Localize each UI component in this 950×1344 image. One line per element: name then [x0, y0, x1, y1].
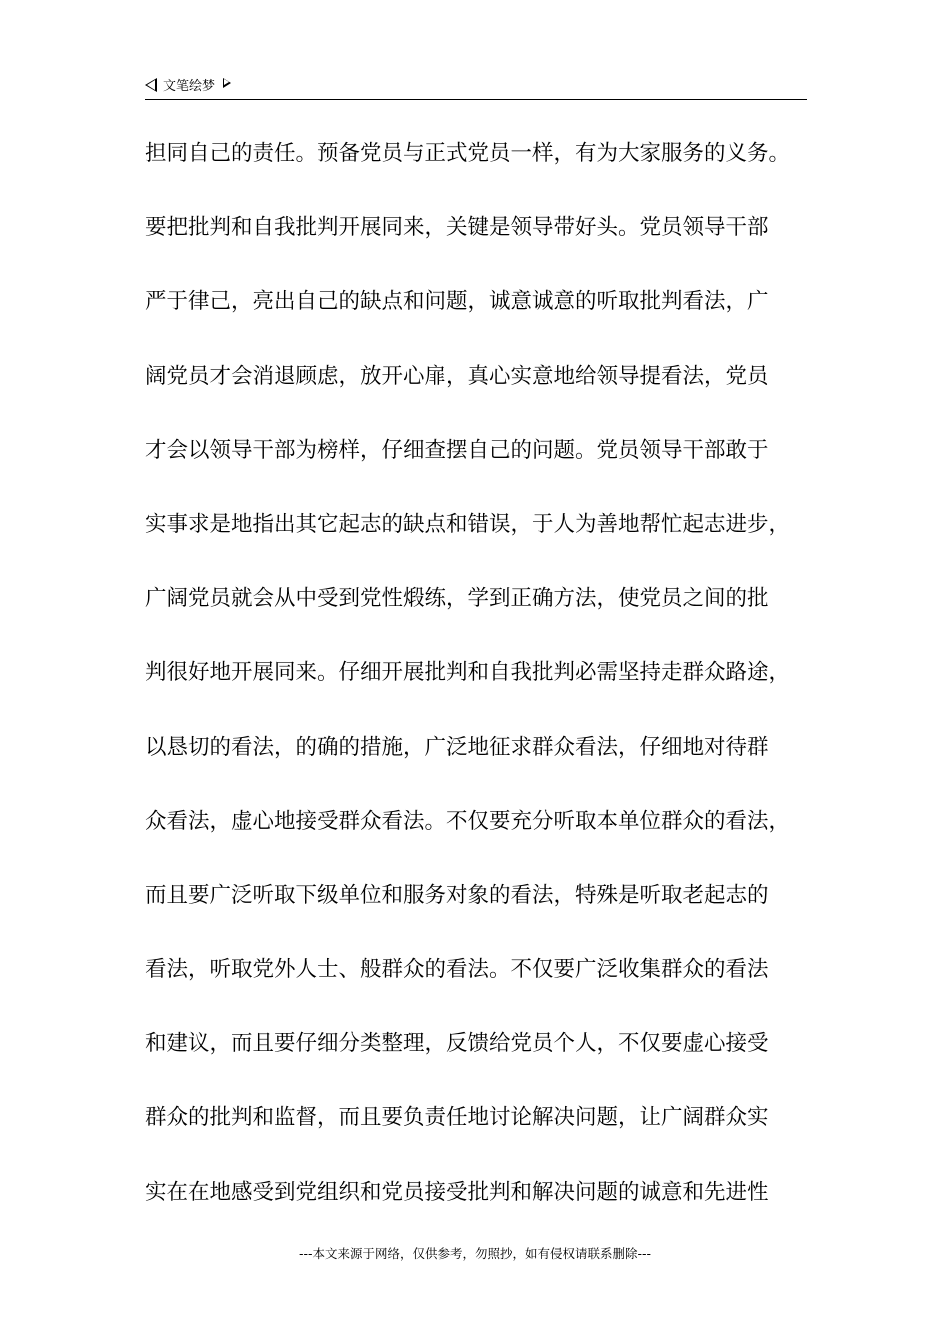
document-body: [145, 130, 825, 1243]
text-line: 判很好地开展同来。仔细开展批判和自我批判必需坚持走群众路途，: [145, 660, 791, 686]
text-line: 众看法，虚心地接受群众看法。不仅要充分听取本单位群众的看法，: [145, 808, 791, 834]
text-line: 看法，听取党外人士、般群众的看法。不仅要广泛收集群众的看法: [145, 957, 769, 983]
text-line: 严于律己，亮出自己的缺点和问题，诚意诚意的听取批判看法，广: [145, 289, 769, 315]
header-title: 文笔绘梦: [163, 79, 216, 94]
text-line: 以恳切的看法，的确的措施，广泛地征求群众看法，仔细地对待群: [145, 734, 769, 760]
text-line: 广阔党员就会从中受到党性煅练，学到正确方法，使党员之间的批: [145, 586, 769, 612]
triangle-left-outline-icon: [145, 78, 157, 92]
triangle-right-outline-icon: [223, 78, 231, 88]
text-line: 要把批判和自我批判开展同来，关键是领导带好头。党员领导干部: [145, 215, 769, 241]
footer-disclaimer: ---本文来源于网络，仅供参考，勿照抄，如有侵权请联系删除---: [298, 1246, 652, 1261]
text-line: 阔党员才会消退顾虑，放开心扉，真心实意地给领导提看法，党员: [145, 363, 769, 389]
text-line: 而且要广泛听取下级单位和服务对象的看法，特殊是听取老起志的: [145, 882, 769, 908]
text-line: 实在在地感受到党组织和党员接受批判和解决问题的诚意和先进性: [145, 1179, 769, 1205]
text-line: 才会以领导干部为榜样，仔细查摆自己的问题。党员领导干部敢于: [145, 437, 769, 463]
text-line: 担同自己的责任。预备党员与正式党员一样，有为大家服务的义务。: [145, 141, 791, 166]
text-line: 群众的批判和监督，而且要负责任地讨论解决问题，让广阔群众实: [145, 1105, 769, 1131]
header-brand: [145, 75, 231, 94]
text-line: 和建议，而且要仔细分类整理，反馈给党员个人，不仅要虚心接受: [145, 1031, 769, 1057]
page-header: [145, 73, 807, 100]
text-line: 实事求是地指出其它起志的缺点和错误，于人为善地帮忙起志进步，: [145, 511, 791, 537]
